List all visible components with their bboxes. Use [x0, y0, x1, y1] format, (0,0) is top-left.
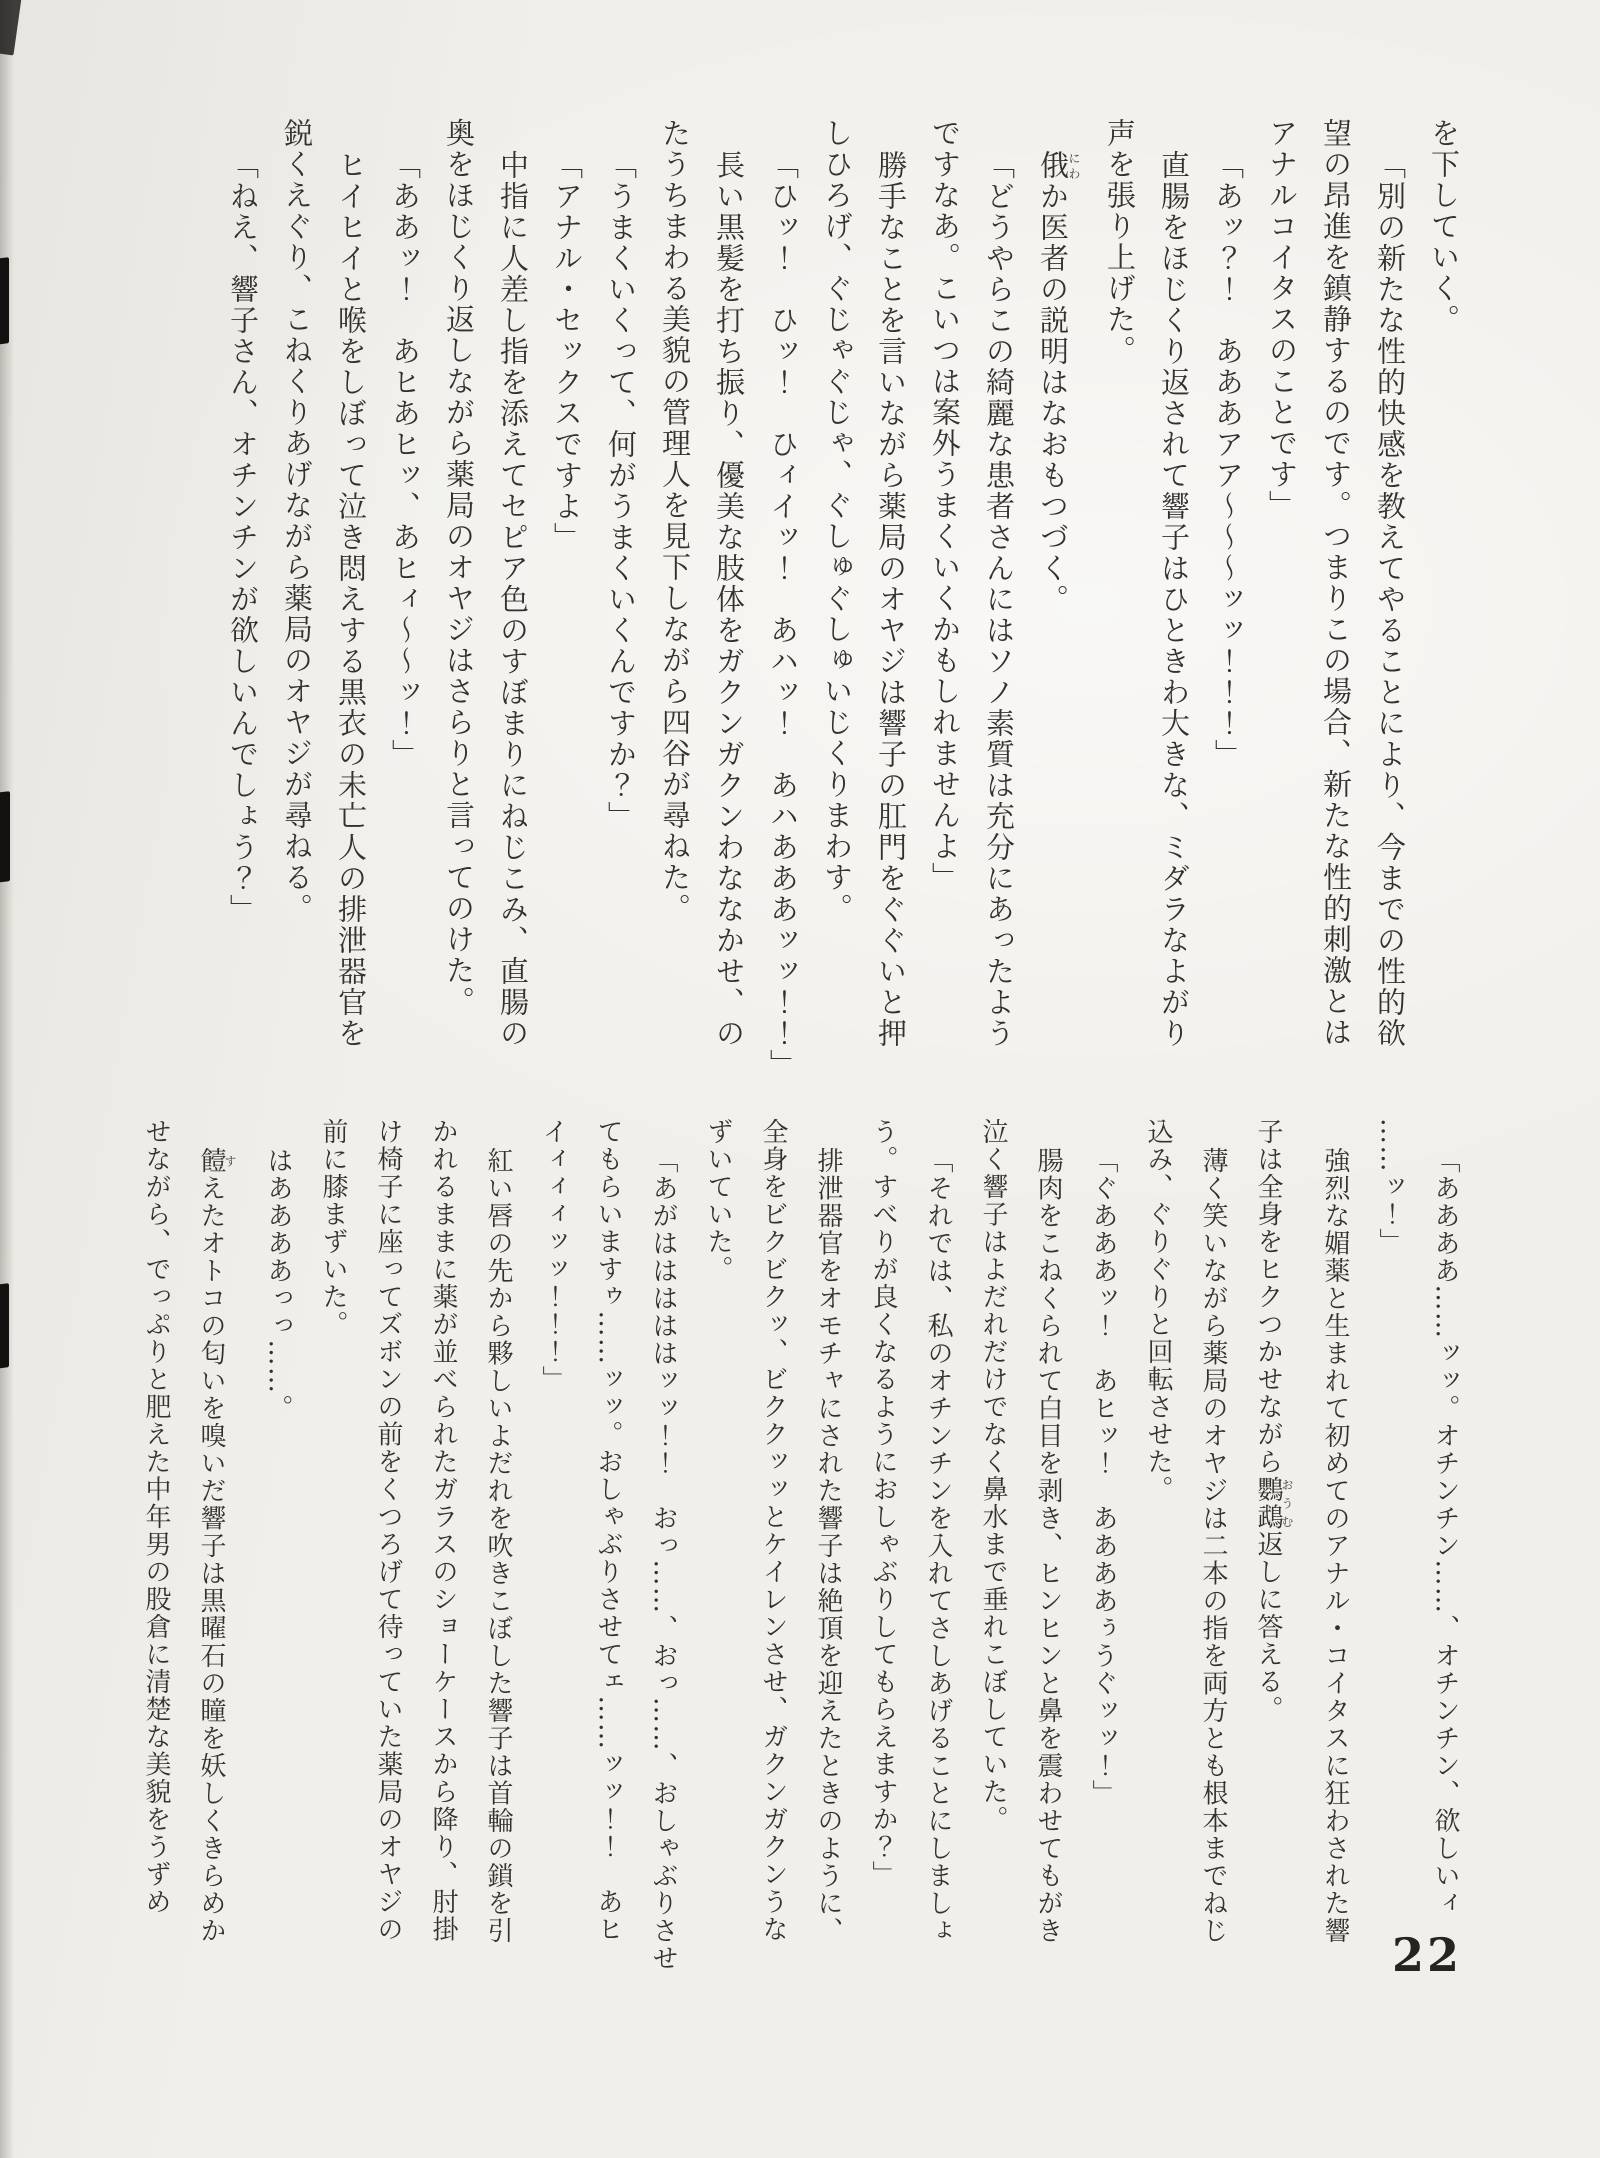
text-line: ヒイヒイと喉をしぼって泣き悶えする黒衣の未亡人の排泄器官を	[334, 149, 368, 1049]
text-line: 「ああああ……ッッ。オチンチン……、オチンチン、欲しいィ	[1430, 1146, 1460, 1917]
scan-artifact	[0, 257, 9, 345]
text-line: 勝手なことを言いながら薬局のオヤジは響子の肛門をぐぐいと押	[874, 149, 908, 1049]
text-line: たうちまわる美貌の管理人を見下しながら四谷が尋ねた。	[658, 118, 692, 924]
text-line: 望の昂進を鎮静するのです。つまりこの場合、新たな性的刺激とは	[1319, 118, 1353, 1048]
text-line: ……ッ！」	[1375, 1118, 1405, 1256]
scan-artifact	[0, 1283, 9, 1369]
text-line: 込み、ぐりぐりと回転させた。	[1143, 1118, 1173, 1503]
text-line: しひろげ、ぐじゃぐじゃ、ぐしゅぐしゅいじくりまわす。	[820, 118, 854, 924]
text-line: 「どうやらこの綺麗な患者さんにはソノ素質は充分にあったよう	[982, 149, 1016, 1049]
text-line: せながら、でっぷりと肥えた中年男の股倉に清楚な美貌をうずめ	[141, 1118, 171, 1916]
text-line: 薄く笑いながら薬局のオヤジは二本の指を両方とも根本までねじ	[1198, 1146, 1228, 1945]
text-line: ですなあ。こいつは案外うまくいくかもしれませんよ」	[928, 118, 962, 893]
text-line: 「アナル・セックスですよ」	[550, 149, 584, 553]
text-line: 奥をほじくり返しながら薬局のオヤジはさらりと言ってのけた。	[442, 118, 476, 1017]
page-number: 22	[1392, 1928, 1463, 1982]
text-line: 饐すえたオトコの匂いを嗅いだ響子は黒曜石の瞳を妖しくきらめか	[196, 1146, 237, 1945]
text-line: てもらいますゥ……ッッ。おしゃぶりさせてェ……ッッ！！ あヒ	[593, 1118, 623, 1943]
text-line: 直腸をほじくり返されて響子はひときわ大きな、ミダラなよがり	[1157, 149, 1191, 1049]
furigana-annotation: 俄にわ	[1036, 149, 1081, 181]
text-line: 「うまくいくって、何がうまくいくんですか？」	[604, 149, 638, 832]
text-line: 紅い唇の先から夥しいよだれを吹きこぼした響子は首輪の鎖を引	[483, 1146, 513, 1945]
text-line: け椅子に座ってズボンの前をくつろげて待っていた薬局のオヤジの	[373, 1118, 403, 1943]
text-block-top	[203, 118, 1461, 1083]
furigana-annotation: 鸚鵡おうむ	[1253, 1475, 1294, 1531]
text-line: 「ああッ！ あヒあヒッ、あヒィ～～ッ！」	[388, 149, 422, 770]
text-line: かれるままに薬が並べられたガラスのショーケースから降り、肘掛	[428, 1118, 458, 1943]
text-line: 鋭くえぐり、こねくりあげながら薬局のオヤジが尋ねる。	[280, 118, 314, 924]
text-line: う。すべりが良くなるようにおしゃぶりしてもらえますか？」	[868, 1118, 898, 1888]
scan-artifact	[0, 791, 10, 883]
text-line: 俄にわか医者の説明はなおもつづく。	[1036, 149, 1081, 615]
text-line: 排泄器官をオモチャにされた響子は絶頂を迎えたときのように、	[813, 1146, 843, 1945]
text-line: 「あッ？！ あああアア～～～ッッ！！！」	[1211, 149, 1245, 770]
text-line: 「別の新たな性的快感を教えてやることにより、今までの性的欲	[1373, 149, 1407, 1049]
text-line: ずいていた。	[703, 1118, 733, 1283]
furigana-annotation: 饐す	[196, 1146, 237, 1175]
text-line: 前に膝まずいた。	[318, 1118, 348, 1338]
text-line: を下していく。	[1427, 118, 1461, 335]
text-line: 強烈な媚薬と生まれて初めてのアナル・コイタスに狂わされた響	[1320, 1146, 1350, 1945]
text-line: 声を張り上げた。	[1103, 118, 1137, 366]
text-line: 「ぐあああッ！ あヒッ！ ああああぅうぐッッ！」	[1088, 1146, 1118, 1807]
scan-artifact	[0, 0, 22, 55]
text-line: 全身をビクビクッ、ビククッッとケイレンさせ、ガクンガクンうな	[758, 1118, 788, 1943]
text-line: 「あがはははははッッ！！ おっ……、おっ……、おしゃぶりさせ	[648, 1146, 678, 1972]
text-line: 「ひッ！ ひッ！ ひィイッ！ あハッ！ あハあああッッ！！」	[766, 149, 800, 1080]
text-line: 腸肉をこねくられて白目を剥き、ヒンヒンと鼻を震わせてもがき	[1033, 1146, 1063, 1945]
text-line: 泣く響子はよだれだけでなく鼻水まで垂れこぼしていた。	[978, 1118, 1008, 1833]
text-line: 「ねえ、響子さん、オチンチンが欲しいんでしょう？」	[226, 149, 260, 925]
text-line: 子は全身をヒクつかせながら鸚鵡おうむ返しに答える。	[1253, 1118, 1294, 1723]
text-line: アナルコイタスのことです」	[1265, 118, 1299, 521]
text-line: 「それでは、私のオチンチンを入れてさしあげることにしましょ	[923, 1146, 953, 1945]
text-line: はああああっっ……。	[263, 1146, 293, 1422]
text-line: イィィィッッ！！！」	[538, 1118, 568, 1393]
text-line: 長い黒髪を打ち振り、優美な肢体をガクンガクンわななかせ、の	[712, 149, 746, 1049]
text-line: 中指に人差し指を添えてセピア色のすぼまりにねじこみ、直腸の	[496, 149, 530, 1049]
